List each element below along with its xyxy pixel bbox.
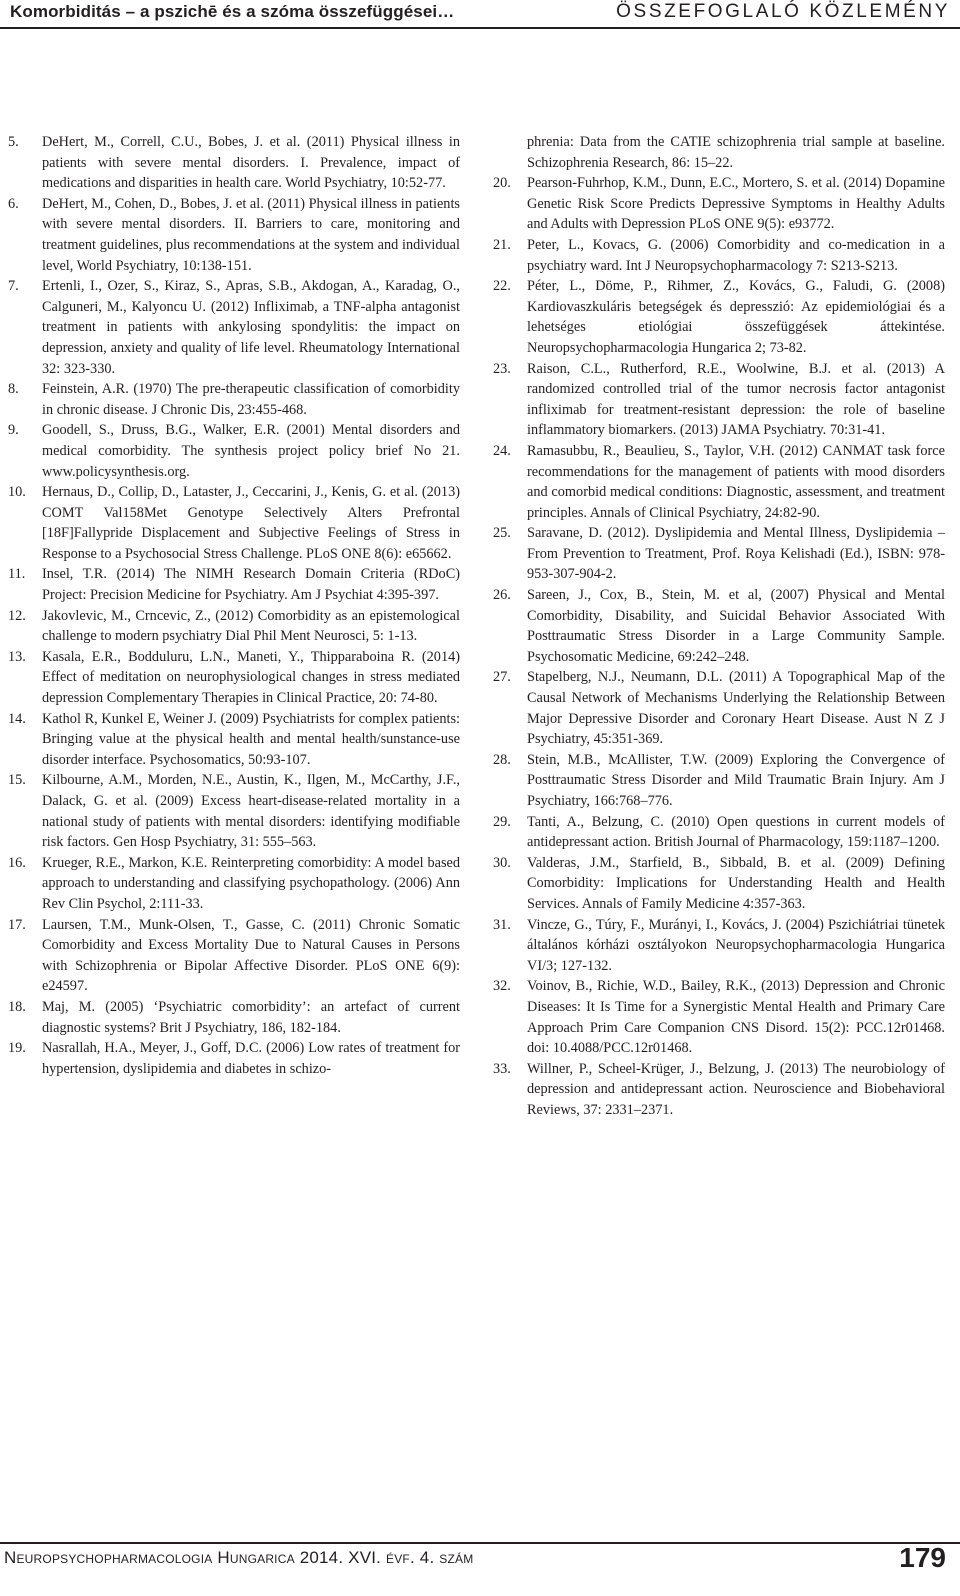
reference-text: Valderas, J.M., Starfield, B., Sibbald, B. et al. (2009) Defining Comorbidity: Implications for Understanding Health and Health Services. Annals of Family Medicine 4:357-363. [527, 854, 945, 912]
reference-number: 13. [8, 648, 26, 665]
running-header [0, 0, 960, 28]
reference-number: 21. [493, 236, 511, 253]
header-rule [0, 27, 960, 29]
reference-item [493, 667, 945, 749]
reference-item [8, 420, 460, 482]
reference-item [493, 853, 945, 915]
reference-item [493, 812, 945, 853]
reference-number [493, 132, 527, 173]
reference-number: 22. [493, 278, 511, 295]
reference-text: Tanti, A., Belzung, C. (2010) Open questions in current models of antidepressant action. British Journal of Pharmacology, 159:1187–1200. [527, 813, 945, 851]
reference-item [493, 976, 945, 1058]
reference-text: DeHert, M., Cohen, D., Bobes, J. et al. (2011) Physical illness in patients with severe mental disorders. II. Barriers to care, monitoring and treatment guidelines, plus recommendations at the system and individual level, World Psychiatry, 10:138-151. [42, 195, 460, 274]
references-right-column [493, 132, 945, 1121]
reference-text: Saravane, D. (2012). Dyslipidemia and Mental Illness, Dyslipidemia – From Prevention to Treatment, Prof. Roya Kelishadi (Ed.), ISBN: 978-953-307-904-2. [527, 525, 945, 583]
reference-item [493, 1059, 945, 1121]
reference-item [8, 1038, 460, 1079]
reference-text: Péter, L., Döme, P., Rihmer, Z., Kovács, G., Faludi, G. (2008) Kardiovaszkuláris betegségek és depresszió: Az epidemiológiai és a lehetséges etiológiai összefüggések áttekintése. Neuropsychopharmacologia Hungarica 2; 73-82. [527, 278, 945, 356]
reference-item [8, 853, 460, 915]
reference-item [8, 709, 460, 771]
references-left-column [8, 132, 460, 1079]
reference-item [8, 482, 460, 564]
reference-text: Ertenli, I., Ozer, S., Kiraz, S., Apras, S.B., Akdogan, A., Karadag, O., Calguneri, M., Kalyoncu U. (2012) Infliximab, a TNF-alpha antagonist treatment in patients with ankylosing spondylitis: the impact on depression, anxiety and quality of life level. Rheumatology International 32: 323-330. [42, 278, 460, 377]
reference-number: 29. [493, 813, 511, 830]
reference-text: Feinstein, A.R. (1970) The pre-therapeutic classification of comorbidity in chronic disease. J Chronic Dis, 23:455-468. [42, 381, 460, 418]
reference-number: 9. [8, 422, 19, 439]
reference-item [8, 276, 460, 379]
reference-text: Sareen, J., Cox, B., Stein, M. et al, (2007) Physical and Mental Comorbidity, Disability, and Suicidal Behavior Associated With Posttraumatic Stress Disorder in a Large Community Sample. Psychosomatic Medicine, 69:242–248. [527, 587, 945, 665]
reference-item [493, 585, 945, 667]
reference-item [493, 235, 945, 276]
reference-number: 30. [493, 854, 511, 871]
reference-number: 10. [8, 484, 26, 501]
reference-item [8, 770, 460, 852]
reference-text: Vincze, G., Túry, F., Murányi, I., Kovács, J. (2004) Pszichiátriai tünetek általános kórházi osztályokon Neuropsychopharmacologia Hungarica VI/3; 127-132. [527, 916, 945, 974]
reference-text: Jakovlevic, M., Crncevic, Z., (2012) Comorbidity as an epistemological challenge to modern psychiatry Dial Phil Ment Neurosci, 5: 1-13. [42, 607, 460, 645]
reference-number: 25. [493, 525, 511, 542]
reference-text: Stein, M.B., McAllister, T.W. (2009) Exploring the Convergence of Posttraumatic Stress Disorder and Mild Traumatic Brain Injury. Am J Psychiatry, 166:768–776. [527, 751, 945, 809]
reference-text: Nasrallah, H.A., Meyer, J., Goff, D.C. (2006) Low rates of treatment for hypertension, dyslipidemia and diabetes in schizo- [42, 1040, 460, 1077]
footer-journal-name: Neuropsychopharmacologia Hungarica 2014. XVI. évf. 4. szám [4, 1548, 474, 1567]
reference-text: Ramasubbu, R., Beaulieu, S., Taylor, V.H. (2012) CANMAT task force recommendations for the management of patients with mood disorders and comorbid medical conditions: Diagnostic, assessment, and treatment principles. Annals of Clinical Psychiatry, 24:82-90. [527, 442, 945, 521]
reference-number: 28. [493, 751, 511, 768]
reference-item [493, 915, 945, 977]
reference-number: 24. [493, 442, 511, 459]
reference-text: Raison, C.L., Rutherford, R.E., Woolwine, B.J. et al. (2013) A randomized controlled trial of the tumor necrosis factor antagonist infliximab for treatment-resistant depression: the role of baseline inflammatory biomarkers. (2013) JAMA Psychiatry. 70:31-41. [527, 360, 945, 439]
reference-item [8, 379, 460, 420]
reference-text: Willner, P., Scheel-Krüger, J., Belzung, J. (2013) The neurobiology of depression and antidepressant action. Neuroscience and Biobehavioral Reviews, 37: 2331–2371. [527, 1060, 945, 1118]
reference-text: Krueger, R.E., Markon, K.E. Reinterpreting comorbidity: A model based approach to understanding and classifying psychopathology. (2006) Ann Rev Clin Psychol, 2:111-33. [42, 854, 460, 912]
reference-item [493, 359, 945, 441]
header-section-label: ÖSSZEFOGLALÓ KÖZLEMÉNY [616, 1, 950, 22]
reference-item [8, 915, 460, 997]
reference-number: 18. [8, 998, 26, 1015]
reference-number: 33. [493, 1060, 511, 1077]
reference-number: 7. [8, 278, 19, 295]
reference-number: 8. [8, 381, 19, 398]
reference-text: Hernaus, D., Collip, D., Lataster, J., Ceccarini, J., Kenis, G. et al. (2013) COMT Val158Met Genotype Selectively Alters Prefrontal [18F]Fallypride Displacement and Subjective Feelings of Stress in Response to a Psychosocial Stress Challenge. PLoS ONE 8(6): e65662. [42, 484, 460, 562]
reference-item [493, 523, 945, 585]
reference-text: Stapelberg, N.J., Neumann, D.L. (2011) A Topographical Map of the Causal Network of Mechanisms Underlying the Relationship Between Major Depressive Disorder and Coronary Heart Disease. Aust N Z J Psychiatry, 45:351-369. [527, 669, 945, 748]
reference-number: 32. [493, 978, 511, 995]
reference-text: Maj, M. (2005) ‘Psychiatric comorbidity’: an artefact of current diagnostic systems? Brit J Psychiatry, 186, 182-184. [42, 998, 460, 1036]
reference-number: 19. [8, 1040, 26, 1057]
reference-number: 26. [493, 587, 511, 604]
header-article-title: Komorbiditás – a pszichē és a szóma összefüggései… [10, 2, 455, 21]
reference-text: Goodell, S., Druss, B.G., Walker, E.R. (2001) Mental disorders and medical comorbidity. The synthesis project policy brief No 21. www.policysynthesis.org. [42, 422, 460, 480]
reference-number: 23. [493, 360, 511, 377]
reference-text: DeHert, M., Correll, C.U., Bobes, J. et al. (2011) Physical illness in patients with severe mental disorders. I. Prevalence, impact of medications and disparities in health care. World Psychiatry, 10:52-77. [42, 134, 460, 192]
reference-text: Pearson-Fuhrhop, K.M., Dunn, E.C., Mortero, S. et al. (2014) Dopamine Genetic Risk Score Predicts Depressive Symptoms in Healthy Adults and Adults with Depression PLoS ONE 9(5): e93772. [527, 175, 945, 233]
reference-text: Kathol R, Kunkel E, Weiner J. (2009) Psychiatrists for complex patients: Bringing value at the physical health and mental health/sunstance-use disorder interface. Psychosomatics, 50:93-107. [42, 710, 460, 768]
reference-item [8, 132, 460, 194]
reference-number: 11. [8, 566, 26, 583]
reference-number: 5. [8, 134, 19, 150]
reference-text: phrenia: Data from the CATIE schizophrenia trial sample at baseline. Schizophrenia Research, 86: 15–22. [527, 134, 945, 171]
reference-item [493, 132, 945, 173]
reference-item [493, 173, 945, 235]
reference-number: 27. [493, 669, 511, 686]
reference-text: Kilbourne, A.M., Morden, N.E., Austin, K., Ilgen, M., McCarthy, J.F., Dalack, G. et al. (2009) Excess heart-disease-related mortality in a national study of patients with mental disorders: identifying modifiable risk factors. Gen Hosp Psychiatry, 31: 555–563. [42, 772, 460, 851]
reference-number: 20. [493, 175, 511, 192]
reference-item [493, 276, 945, 358]
reference-number: 31. [493, 916, 511, 933]
reference-number: 14. [8, 710, 26, 727]
reference-item [8, 194, 460, 276]
reference-number: 15. [8, 772, 26, 789]
page-number: 179 [899, 1542, 946, 1573]
reference-number: 12. [8, 607, 26, 624]
reference-item [493, 441, 945, 523]
reference-item [493, 750, 945, 812]
reference-text: Laursen, T.M., Munk-Olsen, T., Gasse, C. (2011) Chronic Somatic Comorbidity and Excess Mortality Due to Natural Causes in Persons with Schizophrenia or Bipolar Affective Disorder. PLoS ONE 6(9): e24597. [42, 916, 460, 995]
reference-text: Voinov, B., Richie, W.D., Bailey, R.K., (2013) Depression and Chronic Diseases: It Is Time for a Synergistic Mental Health and Primary Care Approach Prim Care Companion CNS Disord. 15(2): PCC.12r01468. doi: 10.4088/PCC.12r01468. [527, 978, 945, 1057]
reference-item [8, 564, 460, 605]
reference-number: 6. [8, 195, 19, 212]
reference-item [8, 606, 460, 647]
reference-text: Kasala, E.R., Bodduluru, L.N., Maneti, Y., Thipparaboina R. (2014) Effect of meditation on neurophysiological changes in stress mediated depression Complementary Therapies in Clinical Practice, 20: 74-80. [42, 648, 460, 707]
reference-item [8, 647, 460, 709]
reference-number: 17. [8, 916, 26, 933]
reference-text: Insel, T.R. (2014) The NIMH Research Domain Criteria (RDoC) Project: Precision Medicine for Psychiatry. Am J Psychiat 4:395-397. [42, 566, 460, 604]
reference-item [8, 997, 460, 1038]
reference-text: Peter, L., Kovacs, G. (2006) Comorbidity and co-medication in a psychiatry ward. Int J Neuropsychopharmacology 7: S213-S213. [527, 236, 945, 274]
reference-number: 16. [8, 854, 26, 871]
footer-rule [0, 1542, 960, 1544]
